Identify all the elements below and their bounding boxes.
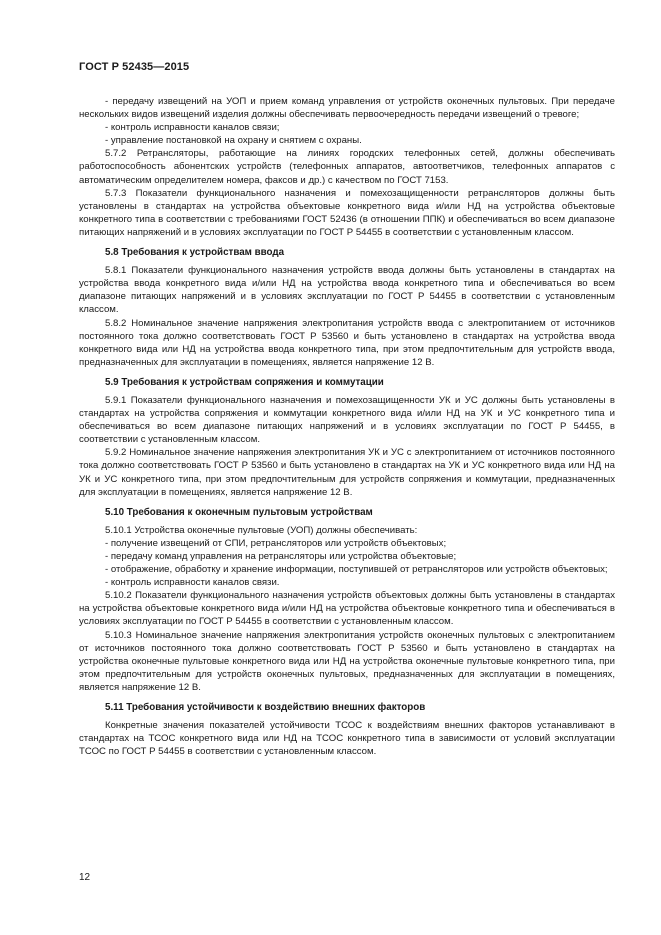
- list-item: - контроль исправности каналов связи.: [105, 577, 280, 589]
- section-heading: 5.10 Требования к оконечным пультовым устройствам: [105, 506, 373, 518]
- list-item: - контроль исправности каналов связи;: [105, 122, 280, 134]
- paragraph: 5.7.2 Ретрансляторы, работающие на линиях городских телефонных сетей, должны обеспечивать работоспособность абонентских устройств (телефонных аппаратов, автоответчиков, телефонных аппаратов с автоматическим определителем номера, факсов и др.) с качеством по ГОСТ 7153.: [79, 148, 615, 186]
- paragraph: 5.9.2 Номинальное значение напряжения электропитания УК и УС с электропитанием от источников постоянного тока должно соответствовать ГОСТ Р 53560 и быть установлено в стандартах на УК и УС конкретного вида или НД на УК и УС конкретного типа, при этом предпочтительным для устройств сопряжения и коммутации, предназначенных для эксплуатации в помещениях, является напряжение 12 В.: [79, 447, 615, 498]
- list-item: - передачу извещений на УОП и прием команд управления от устройств оконечных пультовых. При передаче нескольких видов извещений изделия должны обеспечивать первоочередность передачи извещений о тревоге;: [79, 96, 615, 121]
- paragraph: 5.10.1 Устройства оконечные пультовые (УОП) должны обеспечивать:: [105, 524, 418, 536]
- paragraph: 5.8.2 Номинальное значение напряжения электропитания устройств ввода с электропитанием от источников постоянного тока должно соответствовать ГОСТ Р 53560 и быть установлено в стандартах на устройства ввода конкретного вида или НД на устройства ввода конкретного типа, при этом предпочтительным для устройств ввода, предназначенных для эксплуатации в помещениях, является напряжение 12 В.: [79, 317, 615, 368]
- paragraph: 5.10.2 Показатели функционального назначения устройств объектовых должны быть установлены в стандартах на устройства объектовые конкретного вида и/или НД на устройства объектовые конкретного типа и обеспечиваться в условиях эксплуатации по ГОСТ Р 54455 в соответствии с установленным классом.: [79, 590, 615, 628]
- list-item: - передачу команд управления на ретрансляторы или устройства объектовые;: [105, 551, 457, 562]
- document-body: [79, 95, 615, 758]
- paragraph: 5.9.1 Показатели функционального назначения и помехозащищенности УК и УС должны быть установлены в стандартах на устройства сопряжения и коммутации конкретного вида и/или НД на УК и УС конкретного типа и обеспечиваться во всем диапазоне питающих напряжений и в условиях эксплуатации по ГОСТ Р 54455, в соответствии с установленным классом.: [79, 394, 615, 446]
- page-number: 12: [79, 872, 91, 883]
- list-item: - управление постановкой на охрану и снятием с охраны.: [105, 135, 362, 147]
- document-header: ГОСТ Р 52435—2015: [79, 61, 190, 73]
- paragraph: Конкретные значения показателей устойчивости ТСОС к воздействиям внешних факторов устанавливают в стандартах на ТСОС конкретного вида или НД на ТСОС конкретного типа в зависимости от условий эксплуатации ТСОС по ГОСТ Р 54455 в соответствии с установленным классом.: [79, 720, 615, 758]
- paragraph: 5.7.3 Показатели функционального назначения и помехозащищенности ретрансляторов должны быть установлены в стандартах на устройства объектовые конкретного вида и/или НД на устройства объектовые конкретного типа в соответствии с требованиями ГОСТ 52436 (в отношении ППК) и обеспечиваться во всем диапазоне питающих напряжений и в условиях эксплуатации по ГОСТ Р 54455 в соответствии с установленным классом.: [79, 187, 615, 238]
- section-heading: 5.11 Требования устойчивости к воздействию внешних факторов: [105, 702, 426, 714]
- section-heading: 5.8 Требования к устройствам ввода: [105, 247, 285, 259]
- list-item: - отображение, обработку и хранение информации, поступившей от ретрансляторов или устройств объектовых;: [105, 564, 608, 576]
- paragraph: 5.8.1 Показатели функционального назначения устройств ввода должны быть установлены в стандартах на устройства ввода конкретного вида и/или НД на устройства ввода конкретного типа и обеспечиваться во всем диапазоне питающих напряжений и в условиях эксплуатации по ГОСТ Р 54455 в соответствии с установленным классом.: [79, 265, 615, 316]
- paragraph: 5.10.3 Номинальное значение напряжения электропитания устройств оконечных пультовых с электропитанием от источников постоянного тока должно соответствовать ГОСТ Р 53560 и быть установлено в стандартах на устройства оконечные пультовые конкретного вида или НД на устройства оконечные пультовые конкретного типа, при этом предпочтительным для устройств оконечных пультовых, предназначенных для эксплуатации в помещениях, является напряжение 12 В.: [79, 629, 615, 693]
- section-heading: 5.9 Требования к устройствам сопряжения и коммутации: [105, 376, 384, 388]
- list-item: - получение извещений от СПИ, ретрансляторов или устройств объектовых;: [105, 537, 447, 549]
